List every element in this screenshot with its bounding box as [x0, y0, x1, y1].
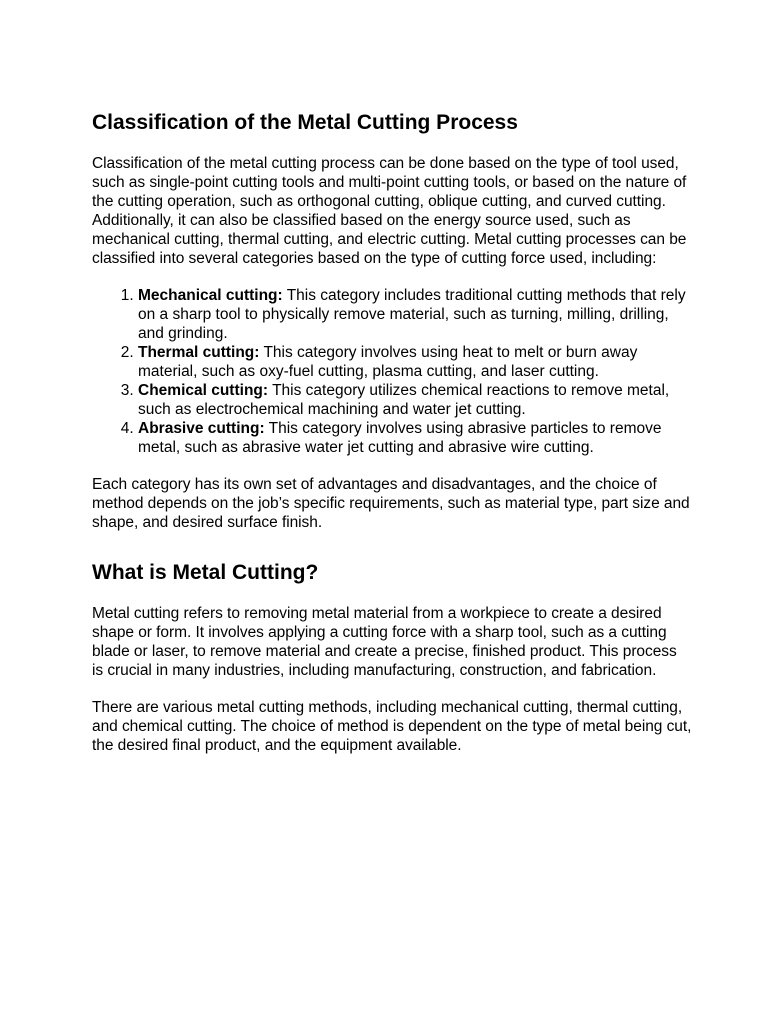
list-item [138, 286, 692, 343]
list-item-text: This category utilizes chemical reactions to remove metal, such as electrochemical machining and water jet cutting. [138, 382, 670, 418]
closing-paragraph: Each category has its own set of advantages and disadvantages, and the choice of method depends on the job’s specific requirements, such as material type, part size and shape, and desired surface finish. [92, 476, 690, 531]
list-item-term: Thermal cutting: [138, 344, 260, 361]
list-item-term: Mechanical cutting: [138, 287, 283, 304]
category-list [92, 286, 692, 457]
list-item [138, 419, 692, 457]
list-item-term: Chemical cutting: [138, 382, 269, 399]
document-page [92, 108, 692, 773]
list-item-term: Abrasive cutting: [138, 420, 265, 437]
section-heading-classification: Classification of the Metal Cutting Process [92, 111, 518, 134]
list-item-text: This category involves using abrasive particles to remove metal, such as abrasive water jet cutting and abrasive wire cutting. [138, 420, 662, 456]
definition-paragraph: Metal cutting refers to removing metal material from a workpiece to create a desired shape or form. It involves applying a cutting force with a sharp tool, such as a cutting blade or laser, to remove material and create a precise, finished product. This process is crucial in many industries, including manufacturing, construction, and fabrication. [92, 605, 677, 679]
list-item-text: This category includes traditional cutting methods that rely on a sharp tool to physically remove material, such as turning, milling, drilling, and grinding. [138, 287, 686, 342]
section-heading-what-is: What is Metal Cutting? [92, 561, 319, 584]
list-item [138, 381, 692, 419]
list-item-text: This category involves using heat to melt or burn away material, such as oxy-fuel cutting, plasma cutting, and laser cutting. [138, 344, 638, 380]
methods-paragraph: There are various metal cutting methods, including mechanical cutting, thermal cutting, and chemical cutting. The choice of method is dependent on the type of metal being cut, the desired final product, and the equipment available. [92, 699, 692, 754]
list-item [138, 343, 692, 381]
intro-paragraph: Classification of the metal cutting process can be done based on the type of tool used, such as single-point cutting tools and multi-point cutting tools, or based on the nature of the cutting operation, such as orthogonal cutting, oblique cutting, and curved cutting. Additionally, it can also be classified based on the energy source used, such as mechanical cutting, thermal cutting, and electric cutting. Metal cutting processes can be classified into several categories based on the type of cutting force used, including: [92, 155, 687, 267]
